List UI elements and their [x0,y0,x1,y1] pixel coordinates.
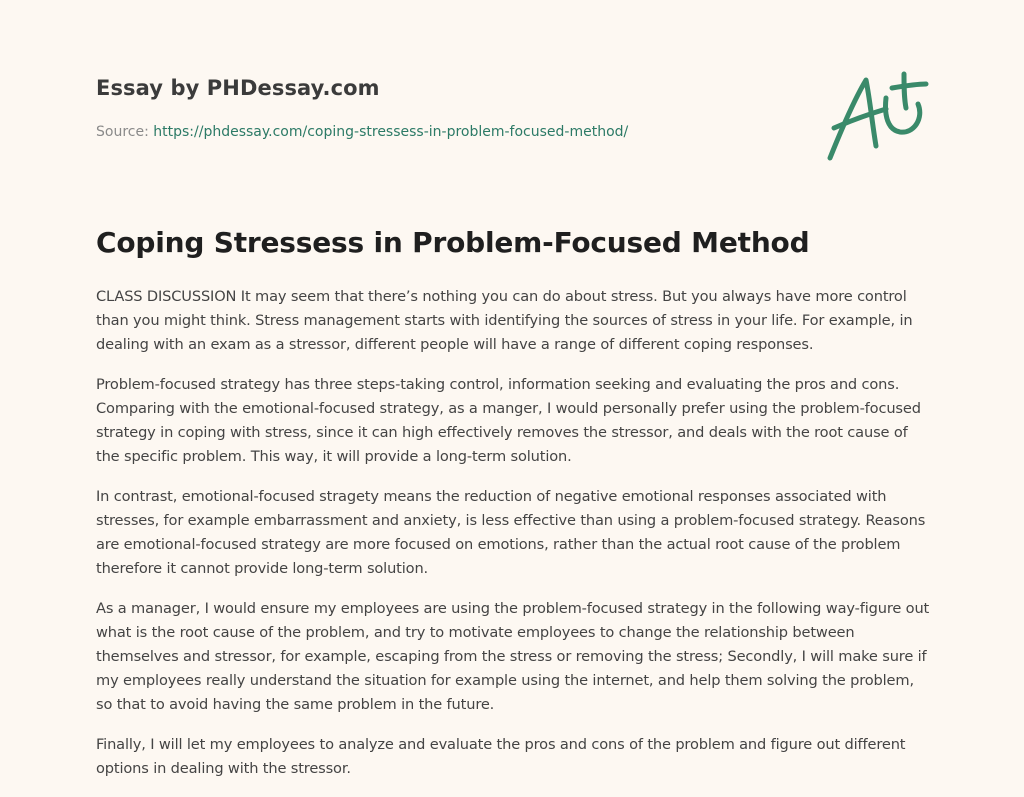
source-link[interactable]: https://phdessay.com/coping-stressess-in-problem-focused-method/ [153,124,629,140]
source-label: Source: [96,124,154,140]
source-line [96,124,628,140]
paragraph-2: Problem-focused strategy has three steps-taking control, information seeking and evaluating the pros and cons. Comparing with the emotional-focused strategy, as a manger, I would personally prefer using the problem-focused strategy in coping with stress, since it can high effectively removes the stressor, and deals with the root cause of the specific problem. This way, it will provide a long-term solution. [96,376,921,465]
essay-title: Coping Stressess in Problem-Focused Method [96,226,810,259]
site-brand: Essay by PHDessay.com [96,76,380,100]
paragraph-1: CLASS DISCUSSION It may seem that there’s nothing you can do about stress. But you always have more control than you might think. Stress management starts with identifying the sources of stress in your life. For example, in dealing with an exam as a stressor, different people will have a range of different coping responses. [96,288,913,353]
paragraph-3: In contrast, emotional-focused stragety means the reduction of negative emotional responses associated with stresses, for example embarrassment and anxiety, is less effective than using a problem-focused strategy. Reasons are emotional-focused strategy are more focused on emotions, rather than the actual root cause of the problem therefore it cannot provide long-term solution. [96,488,926,577]
paragraph-4: As a manager, I would ensure my employees are using the problem-focused strategy in the following way-figure out what is the root cause of the problem, and try to motivate employees to change the relationship between themselves and stressor, for example, escaping from the stress or removing the stress; Secondly, I will make sure if my employees really understand the situation for example using the internet, and help them solving the problem, so that to avoid having the same problem in the future. [96,600,930,713]
essay-body [96,285,932,797]
paragraph-5: Finally, I will let my employees to analyze and evaluate the pros and cons of the problem and figure out different options in dealing with the stressor. [96,736,906,777]
a-plus-icon [820,66,930,166]
